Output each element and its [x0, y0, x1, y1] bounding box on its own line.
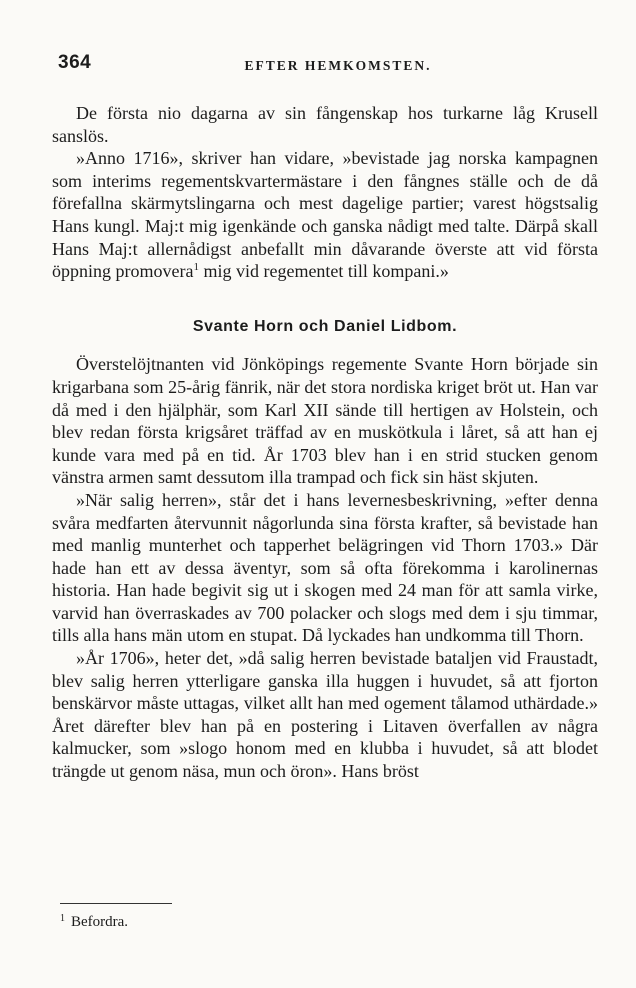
footnote-text: Befordra. — [71, 914, 129, 930]
footnote — [60, 914, 128, 931]
paragraph: De första nio dagarna av sin fångenskap hos turkarne låg Krusell sanslös. — [52, 103, 598, 146]
page-number: 364 — [58, 52, 92, 73]
paragraph — [52, 147, 598, 283]
paragraph: Överstelöjtnanten vid Jönköpings regemente Svante Horn började sin krigarbana som 25-årig fänrik, när det stora nordiska kriget bröt ut. Han var då med i den hjälphär, som Karl XII sände till hertigen av Holstein, och blev redan första krigsåret träffad av en muskötkula i låret, så att han ej kunde vara med på en tid. År 1703 blev han i en strid stucken genom vänstra armen samt dessutom illa trampad och fick sin häst skjuten. — [52, 354, 598, 488]
running-head: EFTER HEMKOMSTEN. — [244, 58, 432, 73]
paragraph-text-tail: mig vid regementet till kompani.» — [198, 261, 449, 282]
footnote-marker: 1 — [193, 261, 199, 274]
footnote-divider — [60, 903, 172, 904]
section-heading: Svante Horn och Daniel Lidbom. — [192, 317, 458, 335]
paragraph-text: »Anno 1716», skriver han vidare, »bevistade jag norska kampagnen som interims regementskvartermästare i den fångnes ställe och de då förefallna skärmytslingarna och mest dagelige partier; varest högstsalig Hans kungl. Maj:t mig igenkände och ganska nådigt med talte. Därpå skall Hans Maj:t allernådigst anbefallt min dåvarande överste att vid första öppning promovera — [52, 148, 598, 282]
paragraph: »År 1706», heter det, »då salig herren bevistade bataljen vid Fraustadt, blev salig herren ytterligare ganska illa huggen i huvudet, så att fjorton benskärvor måste uttagas, vilket allt han med ogement tålamod uthärdade.» Året därefter blev han på en postering i Litaven överfallen av några kalmucker, som »slogo honom med en klubba i huvudet, så att blodet trängde ut genom näsa, mun och öron». Hans bröst — [52, 648, 598, 782]
footnote-number: 1 — [60, 913, 65, 924]
body-text — [52, 102, 598, 783]
paragraph: »När salig herren», står det i hans levernesbeskrivning, »efter denna svåra medfarten återvunnit någorlunda sina första krafter, så bevistade han med manlig munterhet och tapperhet belägringen vid Thorn 1703.» Där hade han ett av dessa äventyr, som så ofta förekomma i karolinernas historia. Han hade begivit sig ut i skogen med 24 man för att samla virke, varvid han överraskades av 700 polacker och slogs med dem i sju timmar, tills alla hans män utom en stupat. Då lyckades han undkomma till Thorn. — [52, 489, 598, 646]
